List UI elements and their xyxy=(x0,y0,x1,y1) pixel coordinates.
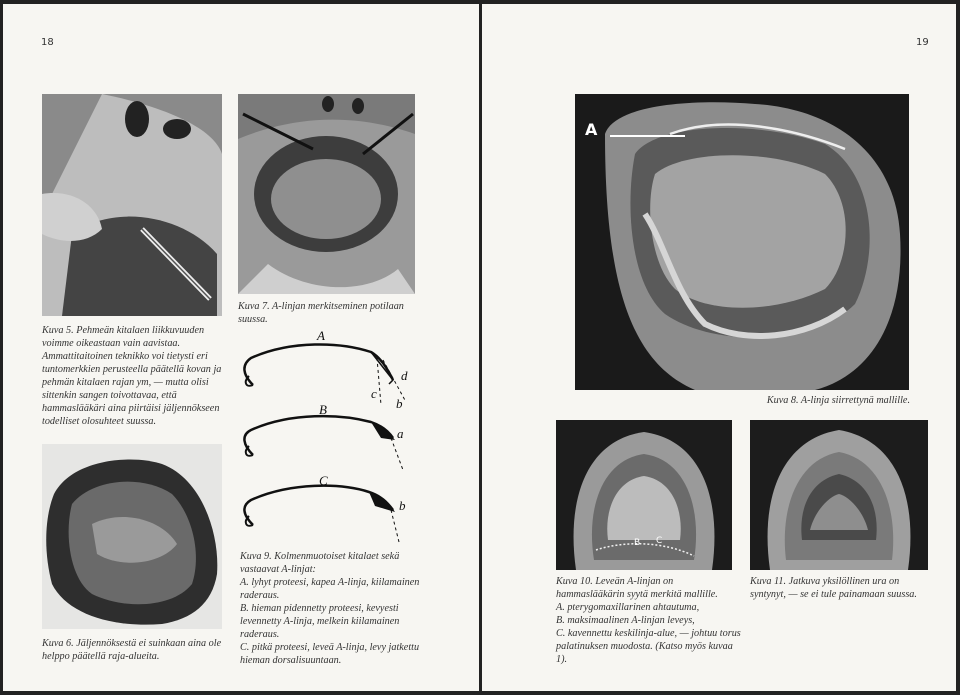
profile-a-curve xyxy=(244,344,393,385)
page-number-left: 18 xyxy=(41,37,54,48)
figure-10-title: Kuva 10. Leveän A-linjan on hammaslääkärin syytä merkitä mallille. xyxy=(556,576,718,600)
figure-10-item-c: C. kavennettu keskilinja-alue, — johtuu torus palatinuksen muodosta. (Katso myös kuvaa 1). xyxy=(556,628,741,665)
figure-9-caption xyxy=(240,550,430,667)
figure-9-item-a: A. lyhyt proteesi, kapea A-linja, kiilamainen raderaus. xyxy=(240,577,420,601)
figure-5-photo xyxy=(42,94,222,316)
figure-5-caption: Kuva 5. Pehmeän kitalaen liikkuvuuden voimme oikeastaan vain aavistaa. Ammattitaitoinen teknikko voi tietysti eri tuntomerkkien perusteella päätellä kovan ja pehmän kitalaen rajan ym, — mutta olisi sittenkin sangen toivottavaa, että hammaslääkäri aina piirtäisi jäljennökseen todelliset olosuhteet suussa. xyxy=(42,325,222,427)
profile-b-curve xyxy=(244,416,393,455)
figure-10-item-b: B. maksimaalinen A-linjan leveys, xyxy=(556,615,695,626)
figure-10-item-a: A. pterygomaxillarinen ahtautuma, xyxy=(556,602,700,613)
profile-a-label: A xyxy=(317,330,325,343)
profile-b-label: B xyxy=(319,402,327,417)
mark-c-label: c xyxy=(371,386,377,401)
figure-11-photo xyxy=(750,420,928,570)
mark-b-label-top: b xyxy=(396,396,403,411)
figure-9-title: Kuva 9. Kolmenmuotoiset kitalaet sekä vastaavat A-linjat: xyxy=(240,551,400,575)
figure-8-photo xyxy=(575,94,909,390)
figure-10-caption xyxy=(556,575,741,666)
left-page xyxy=(3,4,479,691)
figure-7-photo xyxy=(238,94,415,294)
mark-b-label-bottom: b xyxy=(399,498,406,513)
figure-6-photo xyxy=(42,444,222,629)
figure-10-c-label: C xyxy=(656,536,663,546)
figure-9-diagram xyxy=(231,330,431,545)
figure-8-marker-label: A xyxy=(585,120,598,139)
figure-10-b-label: B xyxy=(634,538,641,548)
figure-9-item-b: B. hieman pidennetty proteesi, kevyesti levennetty A-linja, melkein kiilamainen raderaus. xyxy=(240,603,400,640)
mark-a-label: a xyxy=(397,426,404,441)
figure-8-caption: Kuva 8. A-linja siirrettynä mallille. xyxy=(766,395,910,406)
mark-d-label: d xyxy=(401,368,408,383)
figure-9-item-c: C. pitkä proteesi, leveä A-linja, levy jatkettu hieman dorsalisuuntaan. xyxy=(240,642,420,666)
profile-c-curve xyxy=(244,486,393,525)
right-page xyxy=(482,4,956,691)
figure-10-photo xyxy=(556,420,732,570)
figure-7-caption: Kuva 7. A-linjan merkitseminen potilaan suussa. xyxy=(238,301,404,325)
figure-6-caption: Kuva 6. Jäljennöksestä ei suinkaan aina ole helppo päätellä raja-alueita. xyxy=(42,638,222,662)
page-number-right: 19 xyxy=(916,37,929,48)
profile-c-label: C xyxy=(319,473,328,488)
figure-11-caption: Kuva 11. Jatkuva yksilöllinen ura on syntynyt, — se ei tule painamaan suussa. xyxy=(750,576,917,600)
